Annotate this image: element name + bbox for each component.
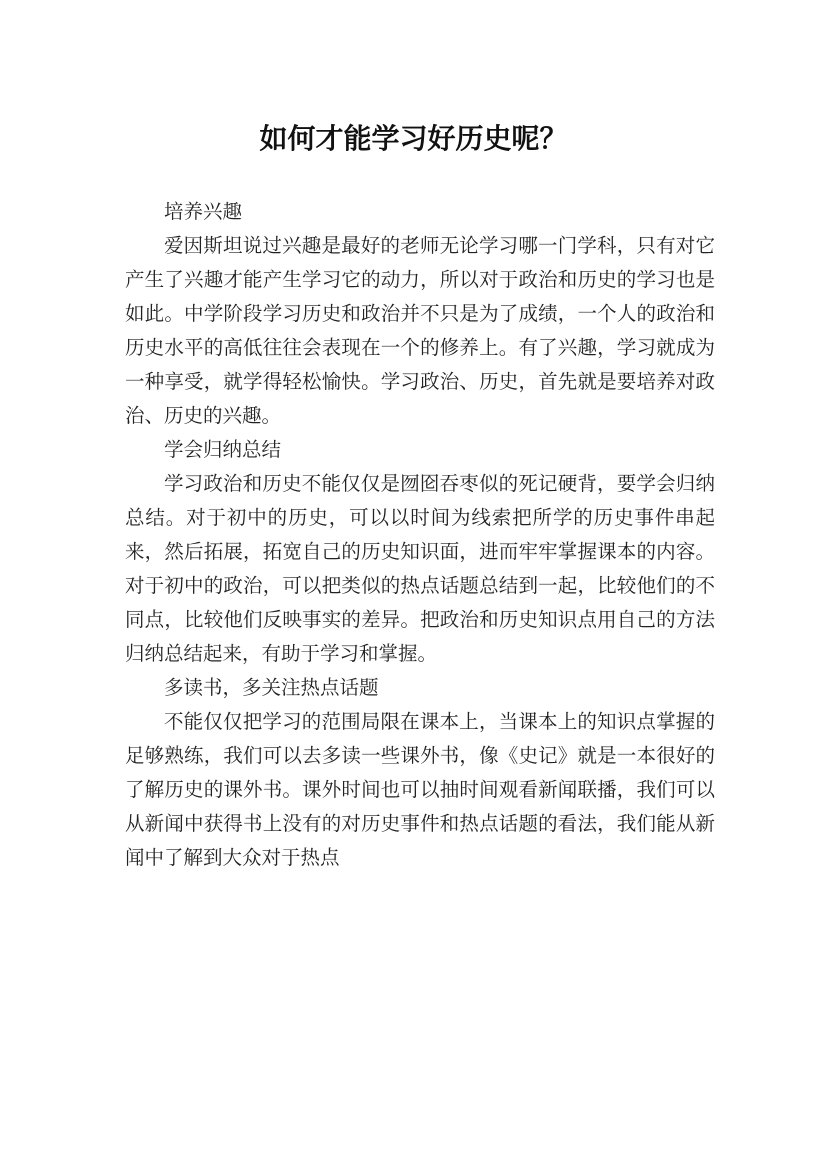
section-paragraph-summarize: 学习政治和历史不能仅仅是囫囵吞枣似的死记硬背，要学会归纳总结。对于初中的历史，可以以时间为线索把所学的历史事件串起来，然后拓展，拓宽自己的历史知识面，进而牢牢掌握课本的内容。对于初中的政治，可以把类似的热点话题总结到一起，比较他们的不同点，比较他们反映事实的差异。把政治和历史知识点用自己的方法归纳总结起来，有助于学习和掌握。 <box>125 472 715 665</box>
document-title: 如何才能学习好历史呢？ <box>259 121 568 155</box>
section-heading-interest: 培养兴趣 <box>164 200 243 223</box>
section-paragraph-interest: 爱因斯坦说过兴趣是最好的老师无论学习哪一门学科，只有对它产生了兴趣才能产生学习它的动力，所以对于政治和历史的学习也是如此。中学阶段学习历史和政治并不只是为了成绩，一个人的政治和历史水平的高低往往会表现在一个的修养上。有了兴趣，学习就成为一种享受，就学得轻松愉快。学习政治、历史，首先就是要培养对政治、历史的兴趣。 <box>125 234 715 427</box>
section-heading-summarize: 学会归纳总结 <box>164 438 282 461</box>
section-paragraph-reading: 不能仅仅把学习的范围局限在课本上，当课本上的知识点掌握的足够熟练，我们可以去多读一些课外书，像《史记》就是一本很好的了解历史的课外书。课外时间也可以抽时间观看新闻联播，我们可以从新闻中获得书上没有的对历史事件和热点话题的看法，我们能从新闻中了解到大众对于热点 <box>125 710 715 869</box>
section-heading-reading: 多读书，多关注热点话题 <box>164 676 379 699</box>
document-body <box>125 195 715 875</box>
